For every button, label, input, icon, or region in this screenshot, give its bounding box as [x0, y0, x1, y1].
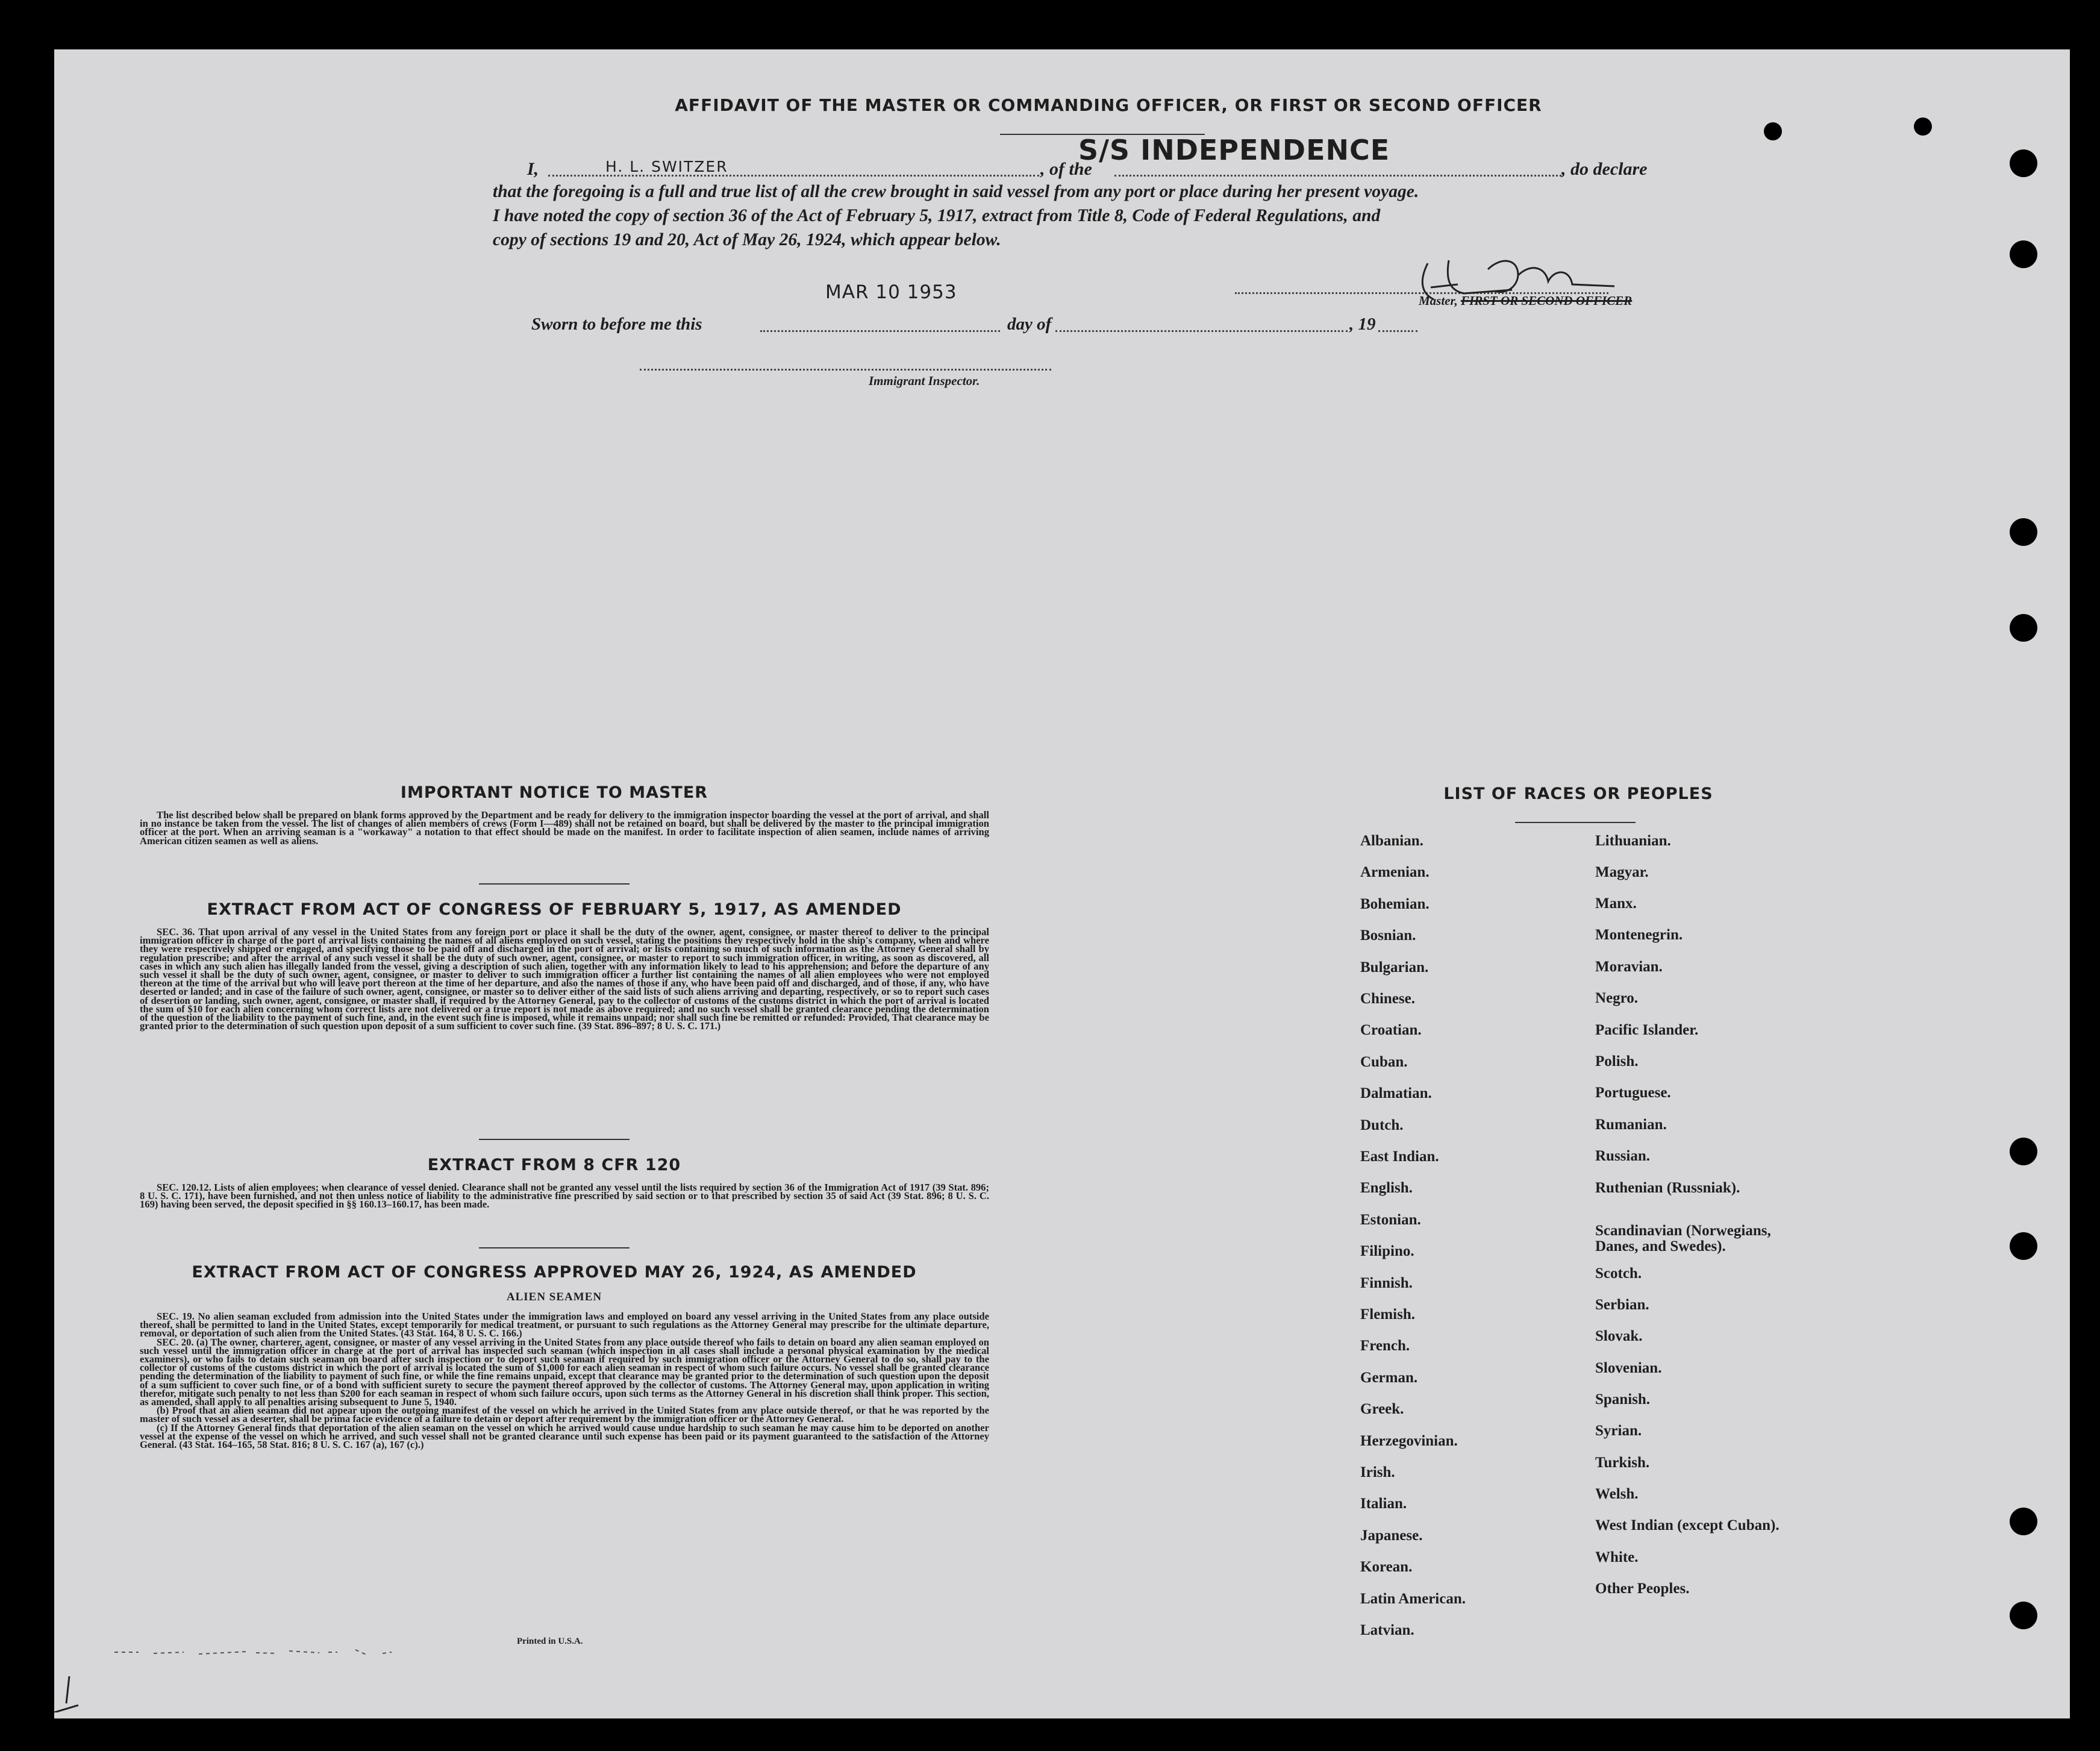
struck-officer-text: FIRST OR SECOND OFFICER [1461, 293, 1633, 308]
affidavit-i: I, [527, 159, 539, 179]
punch-hole [1914, 117, 1932, 136]
punch-hole [2010, 614, 2037, 642]
race-item: Scotch. [1595, 1265, 1642, 1282]
punch-hole [2010, 1232, 2037, 1260]
divider [479, 1139, 630, 1140]
master-label-text: Master, [1419, 293, 1461, 308]
race-item: East Indian. [1360, 1148, 1439, 1165]
race-item: Latvian. [1360, 1622, 1414, 1638]
race-item: Magyar. [1595, 864, 1649, 880]
extract-cfr-title: EXTRACT FROM 8 CFR 120 [427, 1156, 681, 1174]
race-item: Russian. [1595, 1148, 1651, 1164]
divider [479, 1247, 630, 1248]
race-item: Bosnian. [1360, 927, 1416, 944]
extract-1924-text [140, 1312, 989, 1449]
race-item: Moravian. [1595, 959, 1663, 975]
punch-hole [2010, 240, 2037, 268]
document-page [54, 49, 2070, 1718]
notice-paragraph: The list described below shall be prepared on blank forms approved by the Department and be ready for delivery to the immigration inspector boarding the vessel at the port of arrival, and shall in no instance be taken from the vessel. The list of changes of alien members of crews (Form I—489) shall not be retained on board, but shall be delivered by the master to the principal immigration officer at the port. When an arriving seaman is a "workaway" a notation to that effect should be made on the manifest. In order to facilitate inspection of alien seamen, include names of arriving American citizen seamen as well as aliens. [140, 809, 989, 847]
race-item: Other Peoples. [1595, 1580, 1690, 1597]
race-item: Herzegovinian. [1360, 1432, 1458, 1449]
race-item: German. [1360, 1369, 1418, 1386]
race-item: Montenegrin. [1595, 927, 1683, 943]
sworn-day-line [760, 330, 1000, 332]
printed-in-usa: Printed in U.S.A. [517, 1637, 583, 1646]
affidavit-title: AFFIDAVIT OF THE MASTER OR COMMANDING OFFICER, OR FIRST OR SECOND OFFICER [675, 95, 1542, 115]
race-item: Irish. [1360, 1464, 1395, 1480]
race-item: Bulgarian. [1360, 959, 1429, 976]
vessel-name: S/S INDEPENDENCE [1078, 134, 1390, 166]
punch-hole [1764, 122, 1782, 140]
sec-20b-paragraph: (b) Proof that an alien seaman did not appear upon the outgoing manifest of the vessel on which he arrived in the United States from any place outside thereof, or that he was reported by the master of such vessel as a deserter, shall be prima facie evidence of a failure to detain or deport after requirement by the immigration officer or the Attorney General. [140, 1405, 989, 1425]
divider [1515, 822, 1636, 823]
affidavit-line-3: I have noted the copy of section 36 of the Act of February 5, 1917, extract from Title 8, Code of Federal Regulations, and [493, 206, 1381, 225]
race-item: Estonian. [1360, 1211, 1421, 1228]
of-the-label: , of the [1040, 159, 1092, 179]
race-item: Serbian. [1595, 1297, 1649, 1313]
race-item: Ruthenian (Russniak). [1595, 1180, 1740, 1196]
signature-master [1235, 251, 1669, 318]
punch-hole [2010, 518, 2037, 546]
race-item: West Indian (except Cuban). [1595, 1517, 1780, 1533]
year-label: , 19 [1349, 315, 1376, 334]
race-item: Turkish. [1595, 1455, 1650, 1471]
race-item: Manx. [1595, 895, 1637, 912]
sec-20c-paragraph: (c) If the Attorney General finds that deportation of the alien seaman on the vessel on which he arrived would cause undue hardship to such seaman he may cause him to be deported on another vessel at the expense of the vessel on which he arrived, and such vessel shall not be granted clearance until such expense has been paid or its payment guaranteed to the satisfaction of the Attorney General. (43 Stat. 164–165, 58 Stat. 816; 8 U. S. C. 167 (a), 167 (c).) [140, 1421, 989, 1451]
race-item: Negro. [1595, 990, 1639, 1006]
sec-20a-paragraph: SEC. 20. (a) The owner, charterer, agent, consignee, or master of any vessel arriving in the United States from any place outside thereof who fails to detain on board any alien seaman employed on such vessel until the immigration officer in charge at the port of arrival has inspected such seaman (which inspection in all cases shall include a personal physical examination by the medical examiners), or who fails to detain such seaman on board after such inspection or to deport such seaman if required by such immigration officer or the Attorney General to do so, shall pay to the collector of customs of the customs district in which the port of arrival is located the sum of $1,000 for each alien seaman in respect of whom such failure occurs. No vessel shall be granted clearance pending the determination of the liability to payment of such fine, or while the fine remains unpaid, except that clearance may be granted prior to the determination of such question upon the deposit of a sum sufficient to cover such fine, or of a bond with sufficient surety to secure the payment thereof approved by the collector of customs. The Attorney General may, upon application in writing therefor, mitigate such penalty to not less than $200 for each seaman in respect of whom such failure occurs, upon such terms as the Attorney General in his discretion shall think proper. This section, as amended, shall apply to all penalties arising subsequent to June 5, 1940. [140, 1336, 989, 1408]
extract-1924-title: EXTRACT FROM ACT OF CONGRESS APPROVED MAY 26, 1924, AS AMENDED [192, 1263, 917, 1282]
race-item: Cuban. [1360, 1053, 1408, 1070]
sworn-year-line [1378, 330, 1417, 332]
do-declare-label: , do declare [1561, 159, 1648, 179]
sec-19-paragraph: SEC. 19. No alien seaman excluded from admission into the United States under the immigration laws and employed on board any vessel arriving in the United States from any place outside thereof, shall be permitted to land in the United States, except temporarily for medical treatment, or pursuant to such regulations as the Attorney General may prescribe for the ultimate departure, removal, or deportation of such alien from the United States. (43 Stat. 164, 8 U. S. C. 166.) [140, 1311, 989, 1339]
punch-hole [2010, 149, 2037, 177]
races-title: LIST OF RACES OR PEOPLES [1443, 785, 1713, 803]
race-item: Chinese. [1360, 991, 1415, 1007]
inspector-line [640, 369, 1051, 371]
affidavit-line-4: copy of sections 19 and 20, Act of May 26, 1924, which appear below. [493, 230, 1001, 249]
punch-hole [2010, 1508, 2037, 1535]
race-item: Spanish. [1595, 1391, 1651, 1408]
race-item: Albanian. [1360, 833, 1423, 849]
notice-title: IMPORTANT NOTICE TO MASTER [400, 783, 708, 802]
race-item: Syrian. [1595, 1423, 1642, 1439]
sworn-label: Sworn to before me this [531, 315, 702, 334]
race-item: Croatian. [1360, 1022, 1422, 1039]
day-of-label: day of [1007, 315, 1052, 334]
sworn-month-line [1055, 330, 1348, 332]
race-item: Armenian. [1360, 864, 1430, 881]
race-item: Lithuanian. [1595, 833, 1671, 849]
sec-120-paragraph: SEC. 120.12. Lists of alien employees; when clearance of vessel denied. Clearance shall not be granted any vessel until the lists required by section 36 of the Immigration Act of 1917 (39 Stat. 896; 8 U. S. C. 171), have been furnished, and not then unless notice of liability to the administrative fine prescribed by said section or to that prescribed by section 35 of said Act (39 Stat. 896; 8 U. S. C. 169) having been served, the deposit specified in §§ 160.13–160.17, has been made. [140, 1182, 989, 1211]
extract-cfr-text [140, 1183, 989, 1209]
divider [479, 883, 630, 885]
race-item: Scandinavian (Norwegians, Danes, and Swedes). [1595, 1223, 1771, 1255]
race-item: Finnish. [1360, 1274, 1413, 1291]
race-item: Flemish. [1360, 1306, 1415, 1323]
officer-name: H. L. SWITZER [605, 158, 728, 175]
race-item: Slovak. [1595, 1328, 1643, 1344]
punch-hole [2010, 1138, 2037, 1165]
race-item: White. [1595, 1549, 1639, 1565]
race-item: Bohemian. [1360, 895, 1430, 912]
alien-seamen-subtitle: ALIEN SEAMEN [506, 1291, 602, 1303]
race-item: Korean. [1360, 1559, 1413, 1576]
race-item: Italian. [1360, 1496, 1407, 1512]
race-item: Rumanian. [1595, 1117, 1667, 1133]
sec-36-paragraph: SEC. 36. That upon arrival of any vessel in the United States from any foreign port or place it shall be the duty of the owner, agent, consignee, or master thereof to deliver to the principal immigration officer in charge of the port of arrival lists containing the names of all aliens employed on such vessel, stating the positions they respectively hold in the ship's company, when and where they were respectively shipped or engaged, and specifying those to be paid off and discharged in the port of arrival; or lists containing so much of such information as the Attorney General shall by regulation prescribe; and after the arrival of any such vessel it shall be the duty of such owner, agent, consignee, or master to report to such immigration officer, in writing, as soon as discovered, all cases in which any such alien has illegally landed from the vessel, giving a description of such alien, together with any information likely to lead to his apprehension; and before the departure of any such vessel it shall be the duty of such owner, agent, consignee, or master to deliver to such immigration officer a further list containing the names of all alien employees who were not employed thereon at the time of the arrival but who will leave port thereon at the time of her departure, and also the names of those if any, who have been paid off and discharged, and of those, if any, who have deserted or landed; and in case of the failure of such owner, agent, consignee, or master so to deliver either of the said lists of such aliens arriving and departing, respectively, or so to report such cases of desertion or landing, such owner, agent, consignee, or master shall, if required by the Attorney General, pay to the collector of customs of the customs district in which the port of arrival is located the sum of $10 for each alien concerning whom correct lists are not delivered or a true report is not made as above required; and no such vessel shall be granted clearance pending the determination of the question of the liability to the payment of such fine, and, in the event such fine is imposed, while it remains unpaid; nor shall such fine be remitted or refunded: Provided, That clearance may be granted prior to the determination of such question upon deposit of a sum sufficient to cover such fine. (39 Stat. 896–897; 8 U. S. C. 171.) [140, 926, 989, 1032]
race-item: Pacific Islander. [1595, 1022, 1699, 1038]
race-item: Dutch. [1360, 1117, 1404, 1133]
inspector-label: Immigrant Inspector. [869, 374, 980, 388]
race-item: Japanese. [1360, 1527, 1423, 1544]
race-item: Welsh. [1595, 1486, 1639, 1502]
race-item: Latin American. [1360, 1590, 1466, 1607]
extract-1917-title: EXTRACT FROM ACT OF CONGRESS OF FEBRUARY 5, 1917, AS AMENDED [207, 900, 902, 919]
race-item: French. [1360, 1338, 1410, 1355]
race-item: Slovenian. [1595, 1360, 1662, 1376]
master-label [1419, 293, 1632, 309]
race-item: Filipino. [1360, 1243, 1414, 1260]
affidavit-line-2: that the foregoing is a full and true list of all the crew brought in said vessel from any port or place during her present voyage. [493, 182, 1419, 201]
scan-artifacts [54, 1628, 476, 1712]
race-item: Portuguese. [1595, 1085, 1671, 1101]
vessel-line [1114, 175, 1561, 177]
date-stamp: MAR 10 1953 [825, 281, 957, 303]
extract-1917-text [140, 928, 989, 1030]
race-item: English. [1360, 1180, 1413, 1197]
notice-text [140, 811, 989, 845]
race-item: Greek. [1360, 1401, 1404, 1418]
punch-hole [2010, 1602, 2037, 1629]
race-item: Polish. [1595, 1053, 1639, 1070]
race-item: Dalmatian. [1360, 1085, 1432, 1102]
